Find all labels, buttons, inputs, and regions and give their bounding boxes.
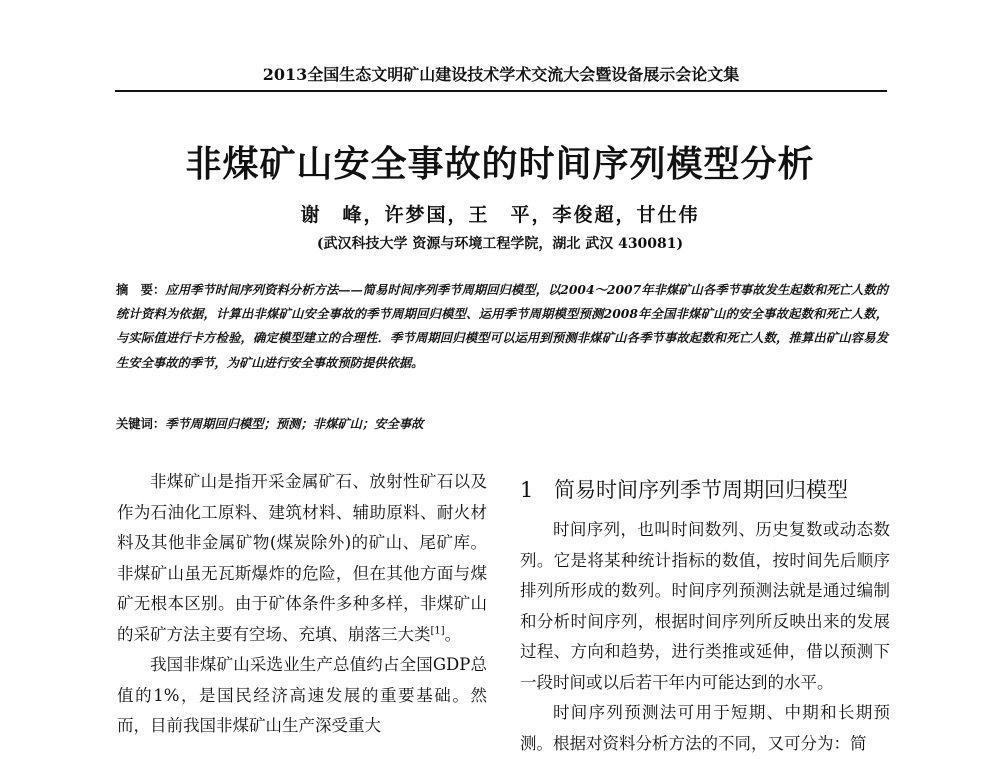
- author-list: 谢 峰，许梦国，王 平，李俊超，甘仕伟: [300, 204, 700, 226]
- running-header: [115, 64, 887, 92]
- body-paragraph: 时间序列，也叫时间数列、历史复数或动态数列。它是将某种统计指标的数值，按时间先后顺序排列所形成的数列。时间序列预测法就是通过编制和分析时间序列，根据时间序列所反映出来的发展过程、方向和趋势，进行类推或延伸，借以预测下一段时间或以后若干年内可能达到的水平。: [520, 520, 890, 692]
- citation-ref: [1]: [430, 625, 445, 636]
- section-title: 简易时间序列季节周期回归模型: [554, 478, 848, 502]
- paragraph-text: 非煤矿山是指开采金属矿石、放射性矿石以及作为石油化工原料、建筑材料、辅助原料、耐火材料及其他非金属矿物(煤炭除外)的矿山、尾矿库。非煤矿山虽无瓦斯爆炸的危险，但在其他方面与煤矿无根本区别。由于矿体条件多种多样，非煤矿山的采矿方法主要有空场、充填、崩落三大类: [117, 472, 487, 644]
- abstract-text: 应用季节时间序列资料分析方法——简易时间序列季节周期回归模型，以2004～2007年非煤矿山各季节事故发生起数和死亡人数的统计资料为依据，计算出非煤矿山安全事故的季节周期回归模型、运用季节周期模型预测2008年全国非煤矿山的安全事故起数和死亡人数，与实际值进行卡方检验，确定模型建立的合理性．季节周期回归模型可以运用到预测非煤矿山各季节事故起数和死亡人数，推算出矿山容易发生安全事故的季节，为矿山进行安全事故预防提供依据。: [116, 282, 888, 370]
- keywords-label: 关键词：: [116, 416, 166, 431]
- paragraph-end: 。: [444, 624, 462, 644]
- abstract-label: 摘 要：: [116, 282, 166, 297]
- section-heading: [520, 475, 900, 505]
- body-paragraph: 时间序列预测法可用于短期、中期和长期预测。根据对资料分析方法的不同，又可分为：简: [520, 703, 890, 753]
- keywords-text: 季节周期回归模型；预测；非煤矿山；安全事故: [165, 416, 424, 431]
- section-number: 1: [520, 478, 534, 502]
- body-column-left: [117, 467, 487, 742]
- keywords: [116, 414, 888, 434]
- body-paragraph: 我国非煤矿山采选业生产总值约占全国GDP总值的1%，是国民经济高速发展的重要基础。然而，目前我国非煤矿山生产深受重大: [117, 655, 487, 735]
- body-column-right: [520, 515, 890, 759]
- paper-title: 非煤矿山安全事故的时间序列模型分析: [185, 144, 815, 185]
- abstract: [116, 278, 888, 375]
- running-header-text: 2013全国生态文明矿山建设技术学术交流大会暨设备展示会论文集: [262, 65, 740, 84]
- body-paragraph: [117, 467, 487, 650]
- affiliation: (武汉科技大学 资源与环境工程学院，湖北 武汉 430081): [316, 236, 684, 252]
